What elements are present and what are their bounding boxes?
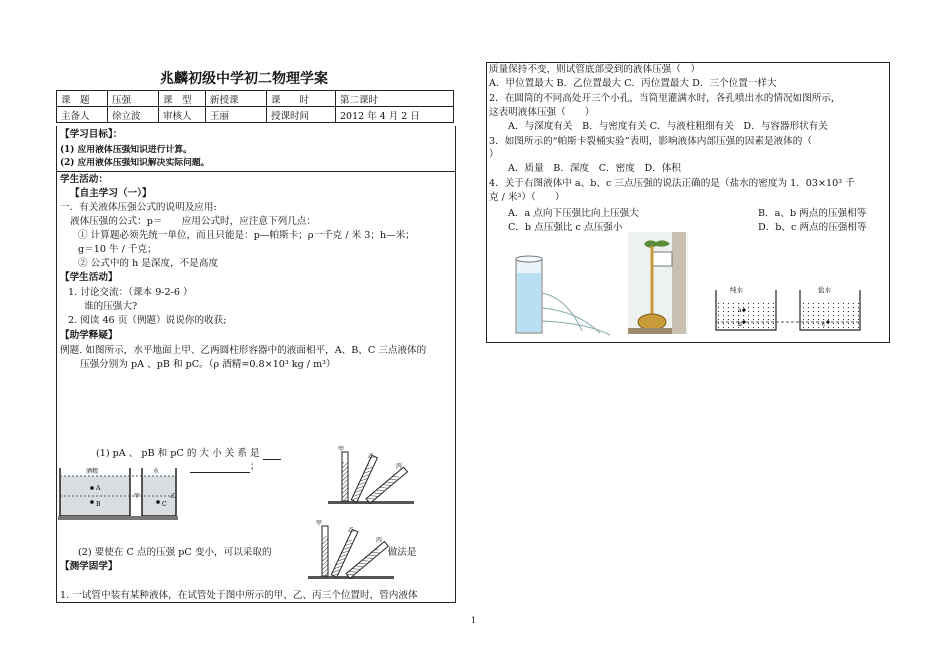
goals-heading: 【学习目标】：	[60, 129, 123, 140]
point-small-a	[742, 308, 745, 311]
unit-note-2: g＝10 牛 / 千克；	[78, 244, 157, 255]
beakers-figure	[712, 282, 884, 336]
test-heading: 【测学固学】	[60, 561, 118, 572]
cylinder-jets-figure	[512, 253, 612, 335]
question-1	[96, 448, 281, 460]
tubes-figure-1	[328, 448, 414, 506]
right-option-4c: C．b 点压强比 c 点压强小	[508, 222, 623, 233]
containers-figure	[58, 466, 178, 520]
question-2-end: 做法是	[387, 547, 417, 558]
right-question-4: 4．关于右图液体中 a、b、c 三点压强的说法正确的是（盐水的密度为 1．03×10³ 千	[489, 178, 855, 189]
goals-divider	[56, 171, 456, 172]
right-question-3: 3．如图所示的“帕斯卡裂桶实验”表明，影响液体内部压强的因素是液体的（	[489, 136, 812, 147]
page-number: 1	[471, 616, 477, 625]
cylinder-water	[517, 273, 541, 332]
window	[652, 252, 672, 266]
cell-label-author: 主备人	[57, 107, 108, 123]
self-study-heading: 【自主学习（一）】	[70, 188, 152, 199]
cell-reviewer: 王丽	[206, 107, 267, 123]
header-row-1	[57, 91, 454, 107]
right-options-3: A．质量 B．深度 C．密度 D．体积	[508, 163, 681, 174]
header-row-2	[57, 107, 454, 123]
reading-item: 2. 阅读 46 页（例题）说说你的收获;	[68, 315, 227, 326]
question-1-blank	[190, 461, 260, 473]
floor	[628, 328, 672, 334]
label-salt-water: 盐水	[818, 286, 831, 294]
discussion-question: 谁的压强大?	[84, 301, 138, 312]
pure-water-liquid	[717, 300, 775, 329]
answer-blank-1b[interactable]	[190, 462, 250, 473]
right-option-4b: B．a、b 两点的压强相等	[758, 208, 867, 219]
cell-label-topic: 课 题	[57, 91, 108, 107]
formula-intro: 一．有关液体压强公式的说明及应用:	[60, 202, 217, 213]
answer-blank-1a[interactable]	[263, 449, 281, 460]
student-activity-heading: 【学生活动】	[60, 272, 118, 283]
ground	[58, 516, 178, 520]
label-small-c: c	[822, 321, 826, 328]
cell-period: 第二课时	[336, 91, 454, 107]
goal-item-1: (1) 应用液体压强知识进行计算。	[60, 145, 192, 155]
label-c: C	[162, 501, 167, 508]
point-small-c	[826, 320, 829, 323]
point-a	[90, 486, 94, 490]
question-2-text: (2) 要使在 C 点的压强 pC 变小，可以采取的	[78, 547, 272, 558]
point-b	[90, 500, 94, 504]
right-option-4d: D．b、c 两点的压强相等	[758, 222, 867, 233]
point-small-b	[742, 320, 745, 323]
cell-label-date: 授课时间	[267, 107, 336, 123]
tube-jia-2	[322, 526, 328, 576]
tube-2-label-bing: 丙	[376, 537, 383, 544]
depth-note: ② 公式中的 h 是深度，不是高度	[78, 258, 219, 269]
right-question-4-cont: 克 / 米³）（ ）	[489, 192, 565, 203]
tube-bing-2	[346, 542, 388, 579]
cell-topic: 压强	[108, 91, 159, 107]
discussion-item: 1. 讨论交流：（课本 9-2-6 ）	[68, 287, 193, 298]
example-line-1: 例题. 如图所示，水平地面上甲、乙两圆柱形容器中的液面相平，A、B、C 三点液体的	[60, 345, 427, 356]
cell-type: 新授课	[206, 91, 267, 107]
question-1-text: (1) pA 、 pB 和 pC 的 大 小 关 系 是	[96, 448, 260, 459]
right-question-2: 2．在圆筒的不同高处开三个小孔，当筒里灌满水时，各孔喷出水的情况如图所示，	[489, 93, 841, 104]
pascal-barrel-figure	[628, 232, 688, 334]
question-1-end: ；	[250, 461, 260, 472]
label-jia: 甲	[134, 493, 141, 500]
barrel	[638, 314, 666, 330]
right-question-2-cont: 这表明液体压强（ ）	[489, 107, 595, 118]
cell-label-type: 课 型	[159, 91, 206, 107]
unit-note-1: ① 计算题必须先统一单位，而且只能是：p—帕斯卡；ρ一千克 / 米 3；h—米；	[78, 230, 415, 241]
tube-1-label-jia: 甲	[338, 446, 345, 453]
label-yi: 乙	[170, 493, 177, 500]
activities-heading: 学生活动：	[60, 174, 108, 185]
right-line-1: 质量保持不变，则试管底部受到的液体压强（ ）	[489, 64, 701, 75]
cell-date: 2012 年 4 月 2 日	[336, 107, 454, 123]
label-small-b: b	[738, 321, 742, 328]
help-heading: 【助学释疑】	[60, 330, 118, 341]
right-question-3-end: ）	[489, 149, 499, 160]
formula-line: 液体压强的公式：p＝ 应用公式时，应注意下列几点：	[70, 216, 316, 227]
tube-2-label-jia: 甲	[316, 520, 323, 527]
test-question-1: 1. 一试管中装有某种液体，在试管处于图中所示的甲、乙、丙三个位置时，管内液体	[60, 590, 418, 601]
tube-1-label-yi: 乙	[368, 453, 375, 460]
cell-label-period: 课 时	[267, 91, 336, 107]
alcohol-liquid	[60, 476, 130, 516]
tube-jia-1	[342, 452, 348, 501]
cell-author: 徐立波	[108, 107, 159, 123]
label-pure-water: 纯水	[730, 286, 743, 294]
wall	[672, 232, 686, 334]
salt-water-liquid	[801, 300, 859, 329]
label-a: A	[96, 485, 101, 492]
tube-bing-1	[366, 467, 407, 503]
label-alcohol: 酒精	[86, 468, 99, 475]
tube-2-label-yi: 乙	[348, 527, 355, 534]
label-small-a: a	[738, 307, 742, 314]
right-option-4a: A．a 点向下压强比向上压强大	[508, 208, 639, 219]
document-title: 兆麟初级中学初二物理学案	[160, 71, 328, 87]
goal-item-2: (2) 应用液体压强知识解决实际问题。	[60, 158, 210, 168]
label-water: 水	[153, 468, 160, 475]
cell-label-reviewer: 审核人	[159, 107, 206, 123]
right-options-1: A．甲位置最大 B．乙位置最大 C．丙位置最大 D．三个位置一样大	[489, 78, 777, 89]
tube-1-label-bing: 丙	[396, 463, 403, 470]
point-c	[156, 500, 160, 504]
cylinder-top	[516, 256, 542, 262]
label-b: B	[96, 501, 101, 508]
right-options-2: A．与深度有关 B．与密度有关 C．与液柱粗细有关 D．与容器形状有关	[508, 121, 828, 132]
header-table	[56, 90, 454, 123]
example-line-2: 压强分别为 pA 、pB 和 pC。（ρ 酒精=0.8×10³ kg / m³）	[80, 359, 336, 370]
tubes-figure-2	[308, 520, 394, 582]
